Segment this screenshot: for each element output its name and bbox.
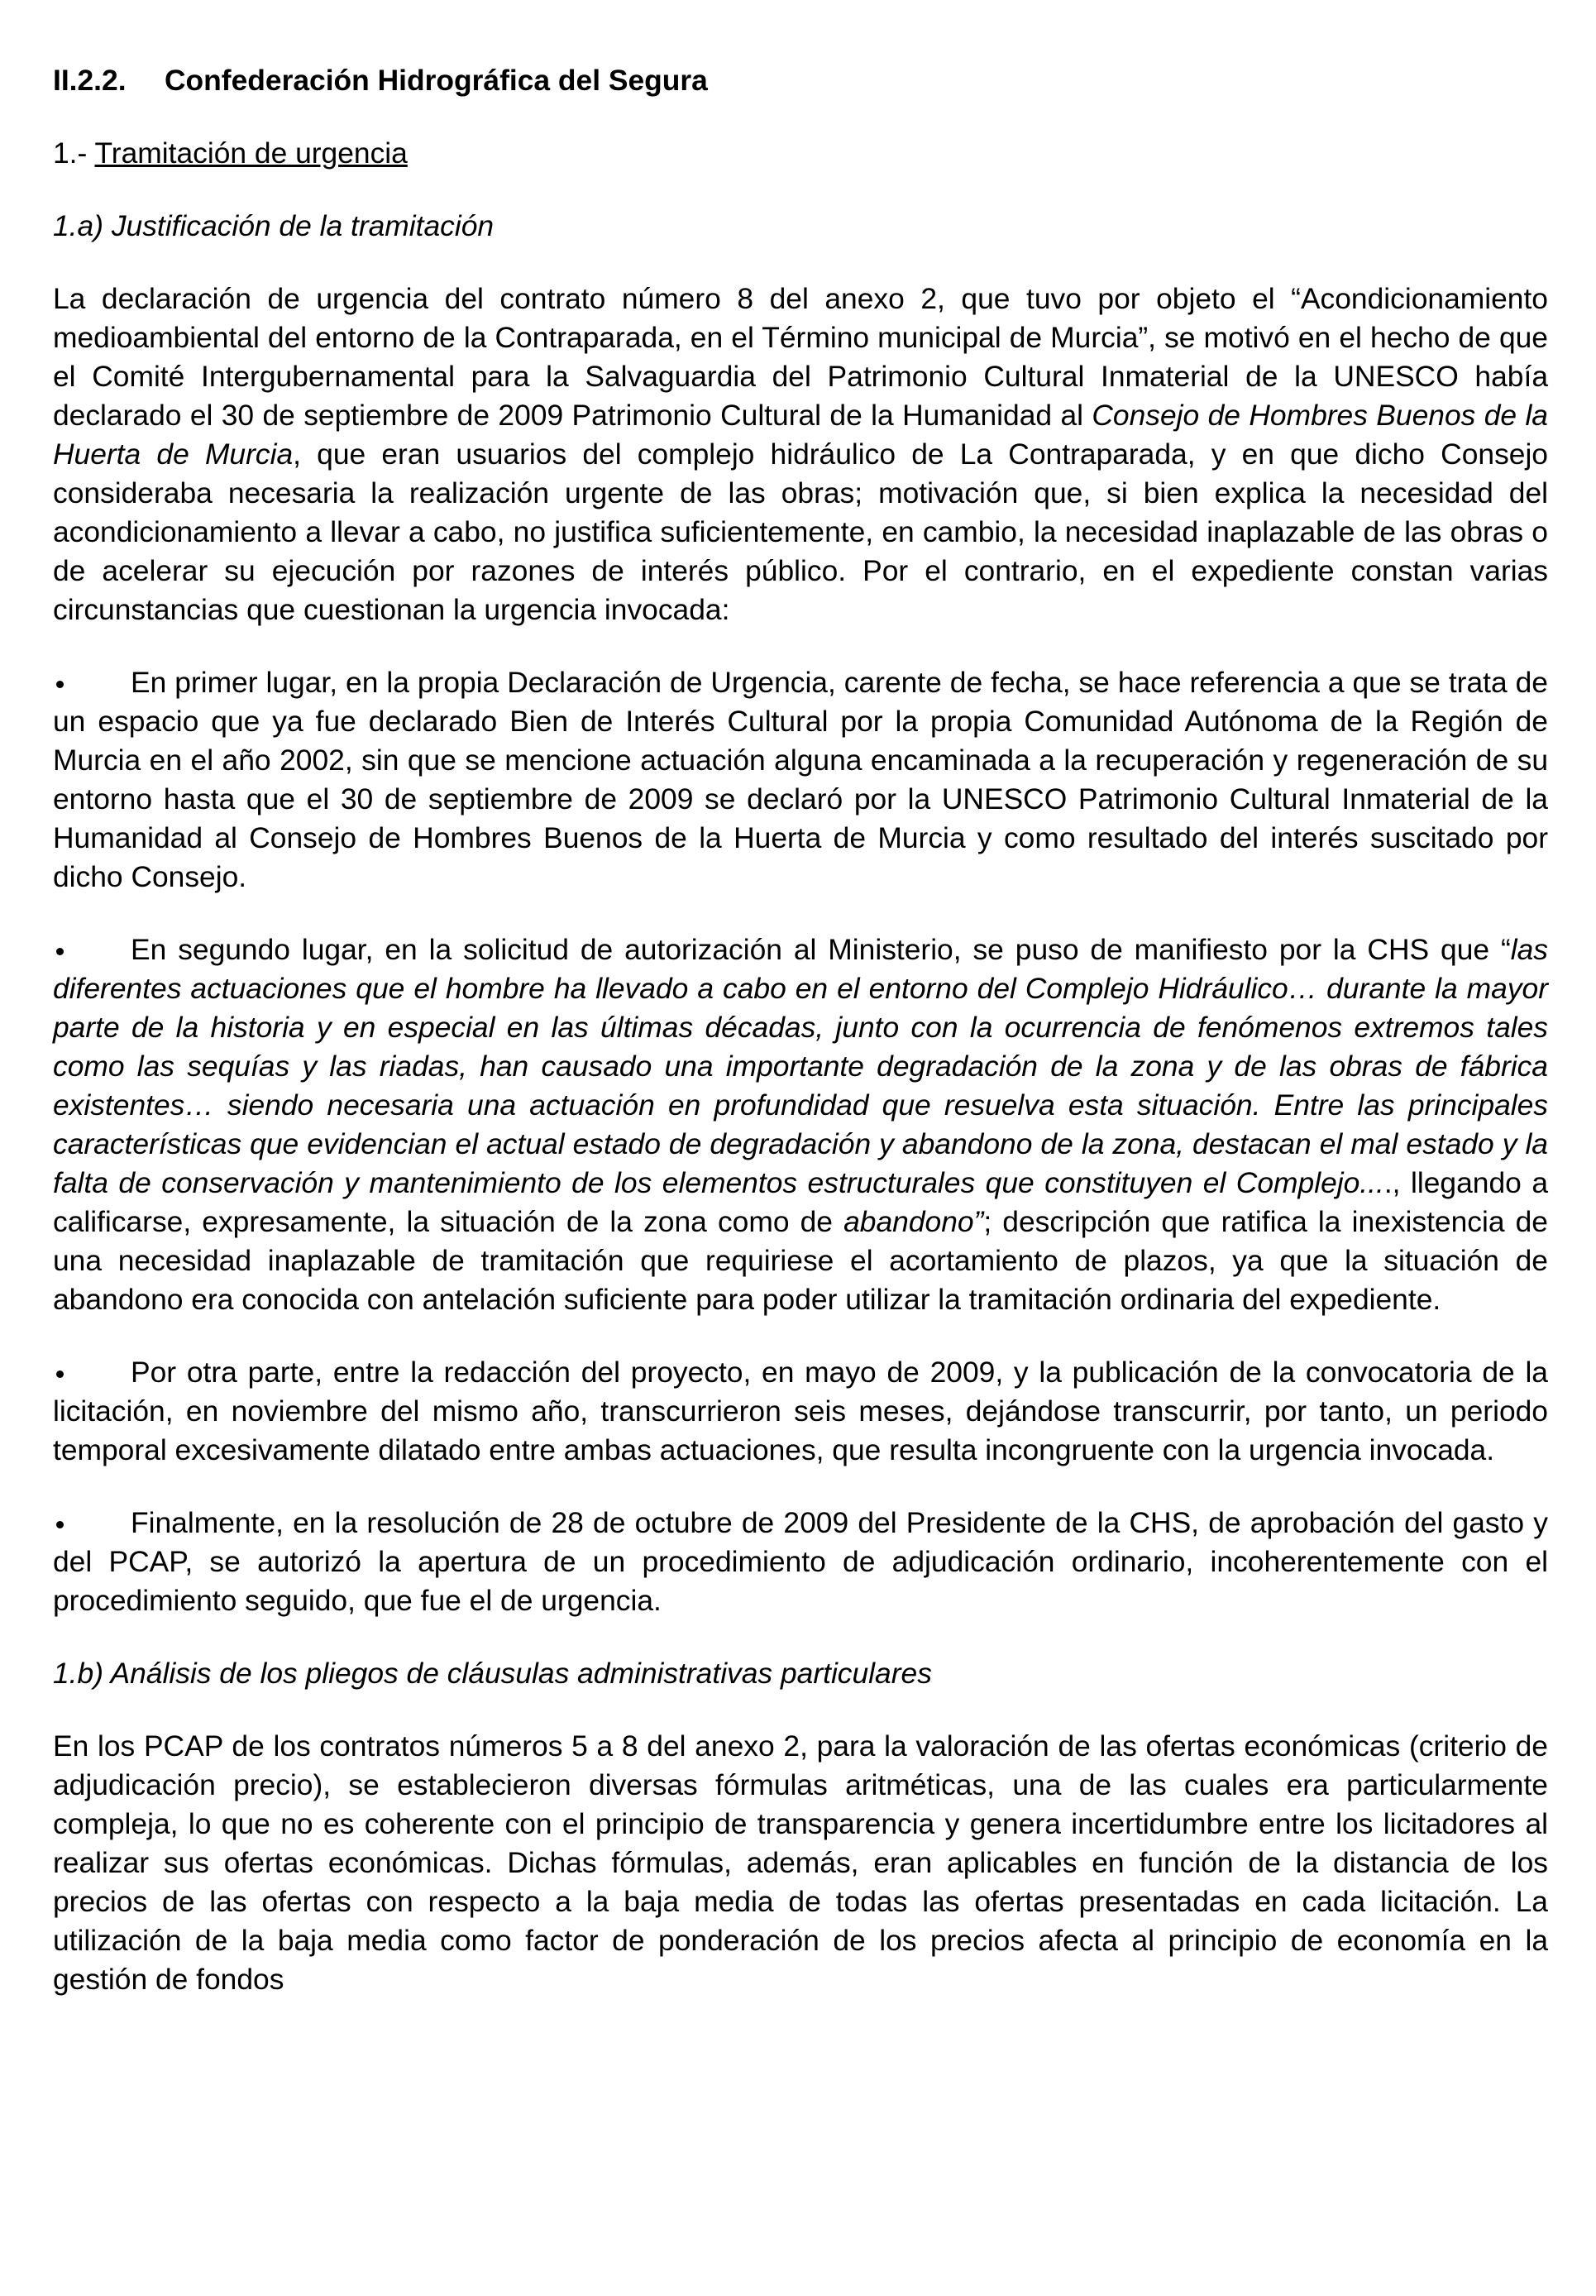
- bullet-item-1: [53, 663, 1548, 897]
- paragraph-text: , que eran usuarios del complejo hidráulico de La Contraparada, y en que dicho Consejo consideraba necesaria la realización urgente de las obras; motivación que, si bien explica la necesidad del acondicionamiento a llevar a cabo, no justifica suficientemente, en cambio, la necesidad inaplazable de las obras o de acelerar su ejecución por razones de interés público. Por el contrario, en el expediente constan varias circunstancias que cuestionan la urgencia invocada:: [53, 438, 1548, 626]
- bullet-icon: [53, 1504, 131, 1543]
- bullet-icon: [53, 930, 131, 969]
- bullet-icon: [53, 663, 131, 702]
- bullet-text: ., llegando a calificarse, expresamente, la situación de la zona como de: [53, 1166, 1548, 1238]
- bullet-text: ; descripción que ratifica la inexistencia de una necesidad inaplazable de tramitación que requiriese el acortamiento de plazos, ya que la situación de abandono era conocida con antelación suficiente para poder utilizar la tramitación ordinaria del expediente.: [53, 1205, 1548, 1316]
- italic-reference: Consejo de Hombres Buenos de la Huerta de Murcia: [53, 399, 1548, 471]
- bullet-item-2: [53, 930, 1548, 1319]
- bullet-item-4: [53, 1504, 1548, 1620]
- bullet-item-3: [53, 1353, 1548, 1470]
- paragraph-justification: [53, 280, 1548, 629]
- section-title: Confederación Hidrográfica del Segura: [165, 64, 708, 97]
- paragraph-pcap: En los PCAP de los contratos números 5 a 8 del anexo 2, para la valoración de las ofertas económicas (criterio de adjudicación precio), se establecieron diversas fórmulas aritméticas, una de las cuales era particularmente compleja, lo que no es coherente con el principio de transparencia y genera incertidumbre entre los licitadores al realizar sus ofertas económicas. Dichas fórmulas, además, eran aplicables en función de la distancia de los precios de las ofertas con respecto a la baja media de todas las ofertas presentadas en cada licitación. La utilización de la baja media como factor de ponderación de los precios afecta al principio de economía en la gestión de fondos: [53, 1729, 1548, 1996]
- bullet-text: En segundo lugar, en la solicitud de autorización al Ministerio, se puso de manifiesto por la CHS que “: [131, 933, 1511, 966]
- section-heading: [53, 61, 1548, 100]
- bullet-text: Finalmente, en la resolución de 28 de octubre de 2009 del Presidente de la CHS, de aprobación del gasto y del PCAP, se autorizó la apertura de un procedimiento de adjudicación ordinario, incoherentemente con el procedimiento seguido, que fue el de urgencia.: [53, 1506, 1548, 1617]
- subsection-prefix: 1.-: [53, 136, 95, 170]
- subsection-heading-1a: 1.a) Justificación de la tramitación: [53, 209, 495, 242]
- bullet-text: Por otra parte, entre la redacción del proyecto, en mayo de 2009, y la publicación de la convocatoria de la licitación, en noviembre del mismo año, transcurrieron seis meses, dejándose transcurrir, por tanto, un periodo temporal excesivamente dilatado entre ambas actuaciones, que resulta incongruente con la urgencia invocada.: [53, 1356, 1548, 1466]
- section-number: II.2.2.: [53, 64, 127, 97]
- bullet-text: En primer lugar, en la propia Declaración de Urgencia, carente de fecha, se hace referencia a que se trata de un espacio que ya fue declarado Bien de Interés Cultural por la propia Comunidad Autónoma de la Región de Murcia en el año 2002, sin que se mencione actuación alguna encaminada a la recuperación y regeneración de su entorno hasta que el 30 de septiembre de 2009 se declaró por la UNESCO Patrimonio Cultural Inmaterial de la Humanidad al Consejo de Hombres Buenos de la Huerta de Murcia y como resultado del interés suscitado por dicho Consejo.: [53, 666, 1548, 893]
- bullet-icon: [53, 1353, 131, 1392]
- italic-quote: las diferentes actuaciones que el hombre ha llevado a cabo en el entorno del Complejo Hidráulico… durante la mayor parte de la historia y en especial en las últimas décadas, junto con la ocurrencia de fenómenos extremos tales como las sequías y las riadas, han causado una importante degradación de la zona y de las obras de fábrica existentes… siendo necesaria una actuación en profundidad que resuelva esta situación. Entre las principales características que evidencian el actual estado de degradación y abandono de la zona, destacan el mal estado y la falta de conservación y mantenimiento de los elementos estructurales que constituyen el Complejo...: [53, 933, 1548, 1199]
- subsection-heading-1: [53, 134, 1548, 173]
- subsection-heading-1b: 1.b) Análisis de los pliegos de cláusulas administrativas particulares: [53, 1657, 932, 1690]
- paragraph-text: La declaración de urgencia del contrato número 8 del anexo 2, que tuvo por objeto el “Acondicionamiento medioambiental del entorno de la Contraparada, en el Término municipal de Murcia”, se motivó en el hecho de que el Comité Intergubernamental para la Salvaguardia del Patrimonio Cultural Inmaterial de la UNESCO había declarado el 30 de septiembre de 2009 Patrimonio Cultural de la Humanidad al: [53, 282, 1548, 432]
- italic-quote: abandono”: [843, 1205, 984, 1238]
- subsection-title: Tramitación de urgencia: [94, 136, 408, 170]
